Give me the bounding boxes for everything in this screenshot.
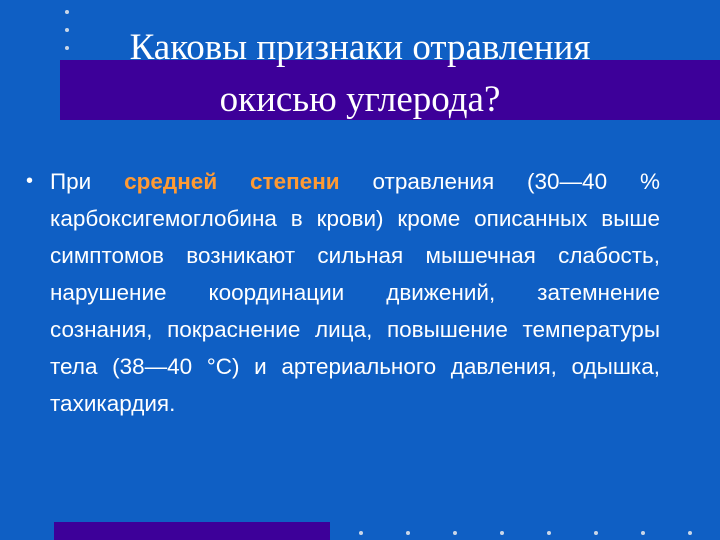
highlight-text: средней степени [124, 169, 340, 194]
slide-title-line1: Каковы признаки отравления [129, 27, 591, 68]
decor-dot [688, 531, 692, 535]
decor-dot [500, 531, 504, 535]
decor-dot [453, 531, 457, 535]
decor-dot [594, 531, 598, 535]
bullet-text [50, 163, 660, 422]
slide-title [60, 22, 660, 126]
decor-dot [406, 531, 410, 535]
decor-dot [359, 531, 363, 535]
slide-title-line2: окисью углерода? [219, 79, 501, 120]
bullet-icon: • [26, 170, 34, 192]
text-prefix: При [50, 169, 125, 194]
text-body: отравления (30—40 % карбоксигемоглобина в крови) кроме описанных выше симптомов возникают сильная мышечная слабость, нарушение координации движений, затемнение сознания, покраснение лица, повышение температуры тела (38—40 °С) и артериального давления, одышка, тахикардия. [50, 169, 660, 416]
decor-dot [641, 531, 645, 535]
bottom-accent-bar [54, 522, 330, 540]
decor-dot [65, 10, 69, 14]
decor-dot [547, 531, 551, 535]
bullet-item [26, 163, 660, 422]
